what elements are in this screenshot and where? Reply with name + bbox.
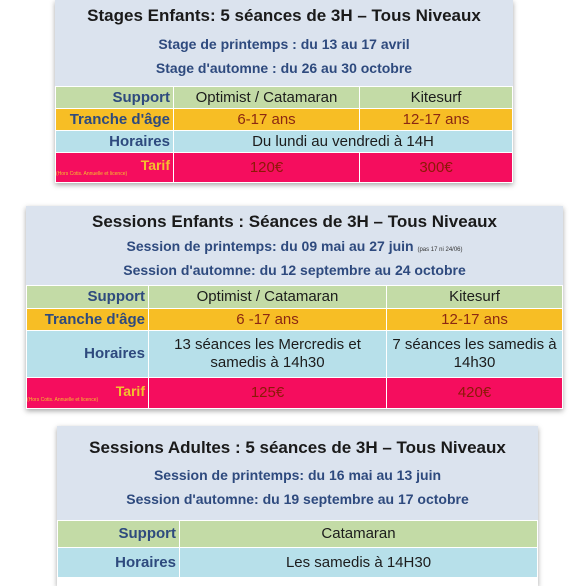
price-row [56, 153, 513, 183]
hours-label: Horaires [27, 331, 149, 378]
adultes-printemps-dates: Session de printemps: du 16 mai au 13 juin [153, 467, 442, 483]
hours-label: Horaires [56, 131, 174, 153]
price-label-cell [56, 153, 174, 183]
stage-automne-dates: Stage d'automne : du 26 au 30 octobre [155, 60, 413, 76]
stages-enfants-table [55, 86, 513, 183]
price-label-cell [27, 378, 149, 409]
hours-row [27, 331, 563, 378]
support-row [56, 87, 513, 109]
age-optimist-catamaran: 6-17 ans [174, 109, 360, 131]
support-label: Support [58, 521, 180, 548]
hours-row [56, 131, 513, 153]
stages-enfants-header [55, 0, 513, 86]
support-catamaran: Catamaran [180, 521, 538, 548]
price-optimist-catamaran: 120€ [174, 153, 360, 183]
support-kitesurf: Kitesurf [360, 87, 513, 109]
age-row [56, 109, 513, 131]
age-row [27, 309, 563, 331]
hours-value: Les samedis à 14H30 [180, 548, 538, 578]
price-label: Tarif [115, 382, 145, 399]
age-kitesurf: 12-17 ans [360, 109, 513, 131]
stage-printemps-dates: Stage de printemps : du 13 au 17 avril [158, 36, 410, 52]
sessions-adultes-table [57, 520, 538, 578]
sessions-enfants-title: Sessions Enfants : Séances de 3H – Tous Niveaux [91, 212, 497, 231]
support-optimist-catamaran: Optimist / Catamaran [174, 87, 360, 109]
sessions-enfants-table [26, 285, 563, 409]
support-label: Support [56, 87, 174, 109]
price-kitesurf: 300€ [360, 153, 513, 183]
hours-kitesurf: 7 séances les samedis à 14h30 [387, 331, 563, 378]
sessions-adultes-title: Sessions Adultes : 5 séances de 3H – Tous Niveaux [89, 438, 506, 457]
sessions-enfants-header [26, 206, 563, 285]
stages-enfants-card [55, 0, 513, 183]
price-note: (Hors Cotis. Annuelle et licence) [56, 171, 128, 177]
hours-row [58, 548, 538, 578]
hours-optimist-catamaran: 13 séances les Mercredis et samedis à 14h30 [149, 331, 387, 378]
support-optimist-catamaran: Optimist / Catamaran [149, 286, 387, 309]
price-row [27, 378, 563, 409]
hours-label: Horaires [58, 548, 180, 578]
support-label: Support [27, 286, 149, 309]
sessions-adultes-card [57, 426, 538, 586]
hours-value: Du lundi au vendredi à 14H [174, 131, 513, 153]
support-row [58, 521, 538, 548]
age-kitesurf: 12-17 ans [387, 309, 563, 331]
age-optimist-catamaran: 6 -17 ans [149, 309, 387, 331]
session-printemps-text: Session de printemps: du 09 mai au 27 juin [126, 238, 414, 254]
session-printemps-dates [26, 234, 563, 258]
age-label: Tranche d'âge [56, 109, 174, 131]
price-optimist-catamaran: 125€ [149, 378, 387, 409]
price-kitesurf: 420€ [387, 378, 563, 409]
stages-enfants-title: Stages Enfants: 5 séances de 3H – Tous Niveaux [87, 6, 481, 25]
support-kitesurf: Kitesurf [387, 286, 563, 309]
adultes-automne-dates: Session d'automne: du 19 septembre au 17 octobre [126, 491, 469, 507]
price-label: Tarif [140, 157, 170, 173]
sessions-adultes-header [57, 426, 538, 520]
session-automne-dates: Session d'automne: du 12 septembre au 24 octobre [123, 262, 466, 278]
sessions-enfants-card [26, 206, 563, 409]
price-note: (Hors Cotis. Annuelle et licence) [27, 396, 99, 403]
support-row [27, 286, 563, 309]
session-printemps-note: (pas 17 ni 24/06) [417, 247, 463, 253]
age-label: Tranche d'âge [27, 309, 149, 331]
